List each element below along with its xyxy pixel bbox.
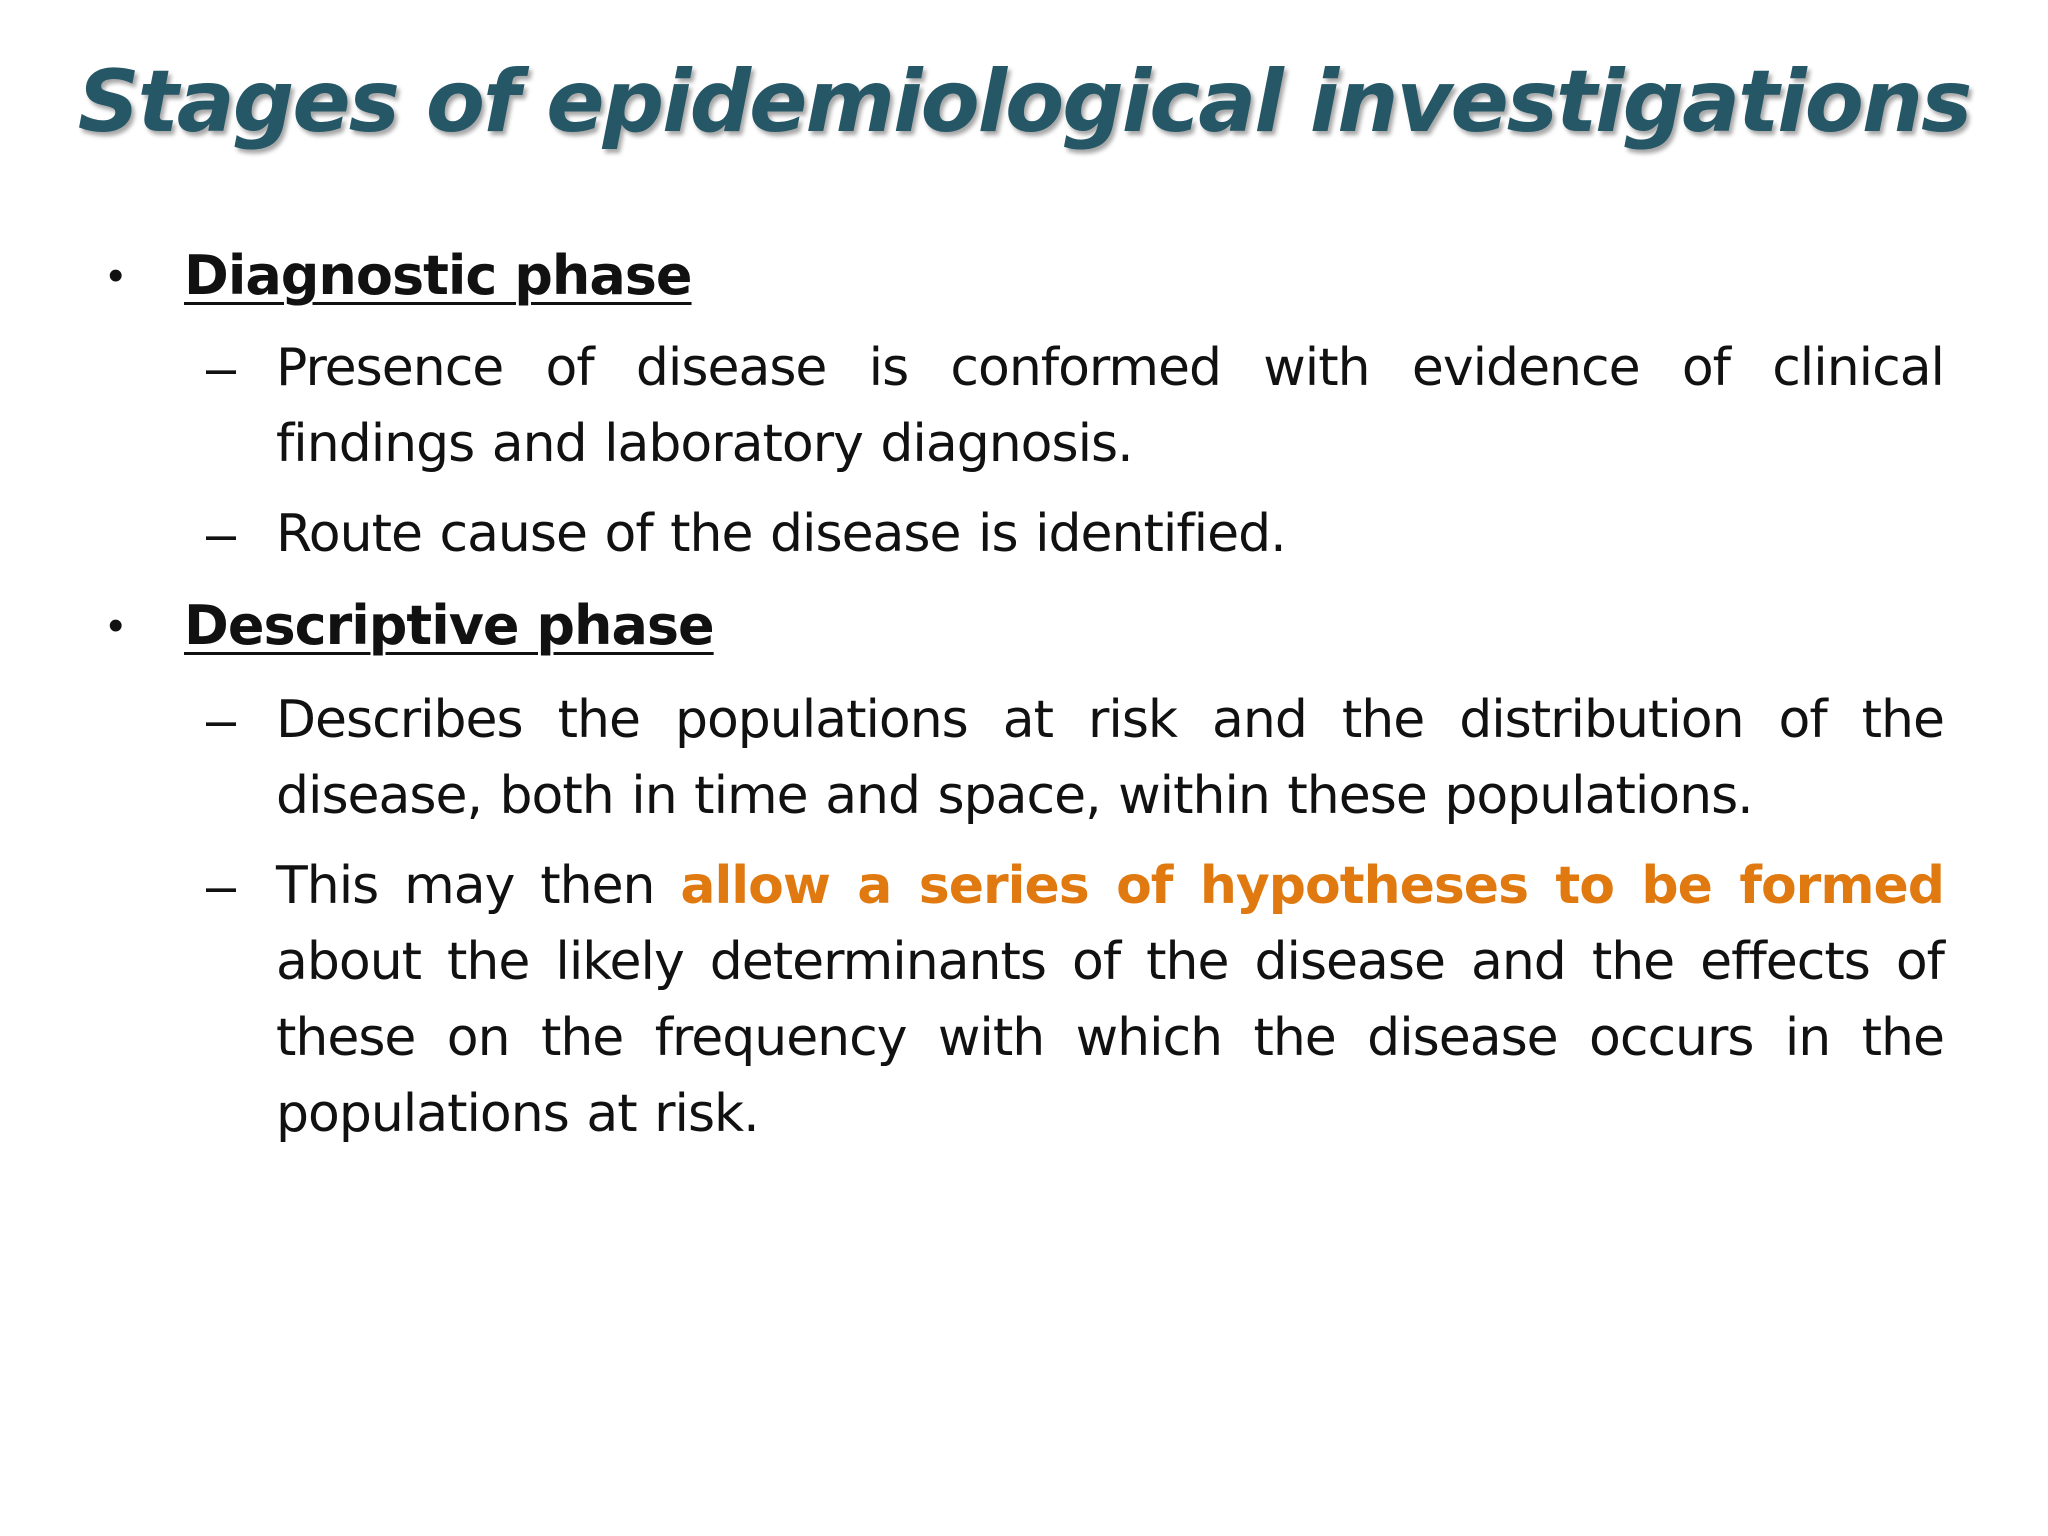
dash-icon: –	[206, 504, 237, 564]
list-item-text: Presence of disease is conformed with evidence of clinical findings and laboratory diagnosis.	[276, 338, 1944, 474]
section-heading-descriptive: Descriptive phase	[184, 594, 714, 657]
bullet-icon: •	[108, 601, 124, 650]
dash-icon: –	[206, 338, 237, 398]
bullet-icon: •	[108, 251, 124, 300]
list-item-text: Describes the populations at risk and the distribution of the disease, both in time and space, within these populations.	[276, 690, 1944, 826]
slide-title: Stages of epidemiological investigations	[77, 52, 1971, 152]
list-item-text: Route cause of the disease is identified.	[276, 504, 1286, 564]
dash-icon: –	[206, 856, 237, 916]
list-item-text	[276, 848, 1944, 1152]
section-heading-diagnostic: Diagnostic phase	[184, 244, 692, 307]
highlighted-text: allow a series of hypotheses to be formed	[680, 856, 1944, 916]
text-after-highlight: about the likely determinants of the disease and the effects of these on the frequency with which the disease occurs in the populations at risk.	[276, 932, 1944, 1144]
dash-icon: –	[206, 690, 237, 750]
text-before-highlight: This may then	[276, 856, 681, 916]
